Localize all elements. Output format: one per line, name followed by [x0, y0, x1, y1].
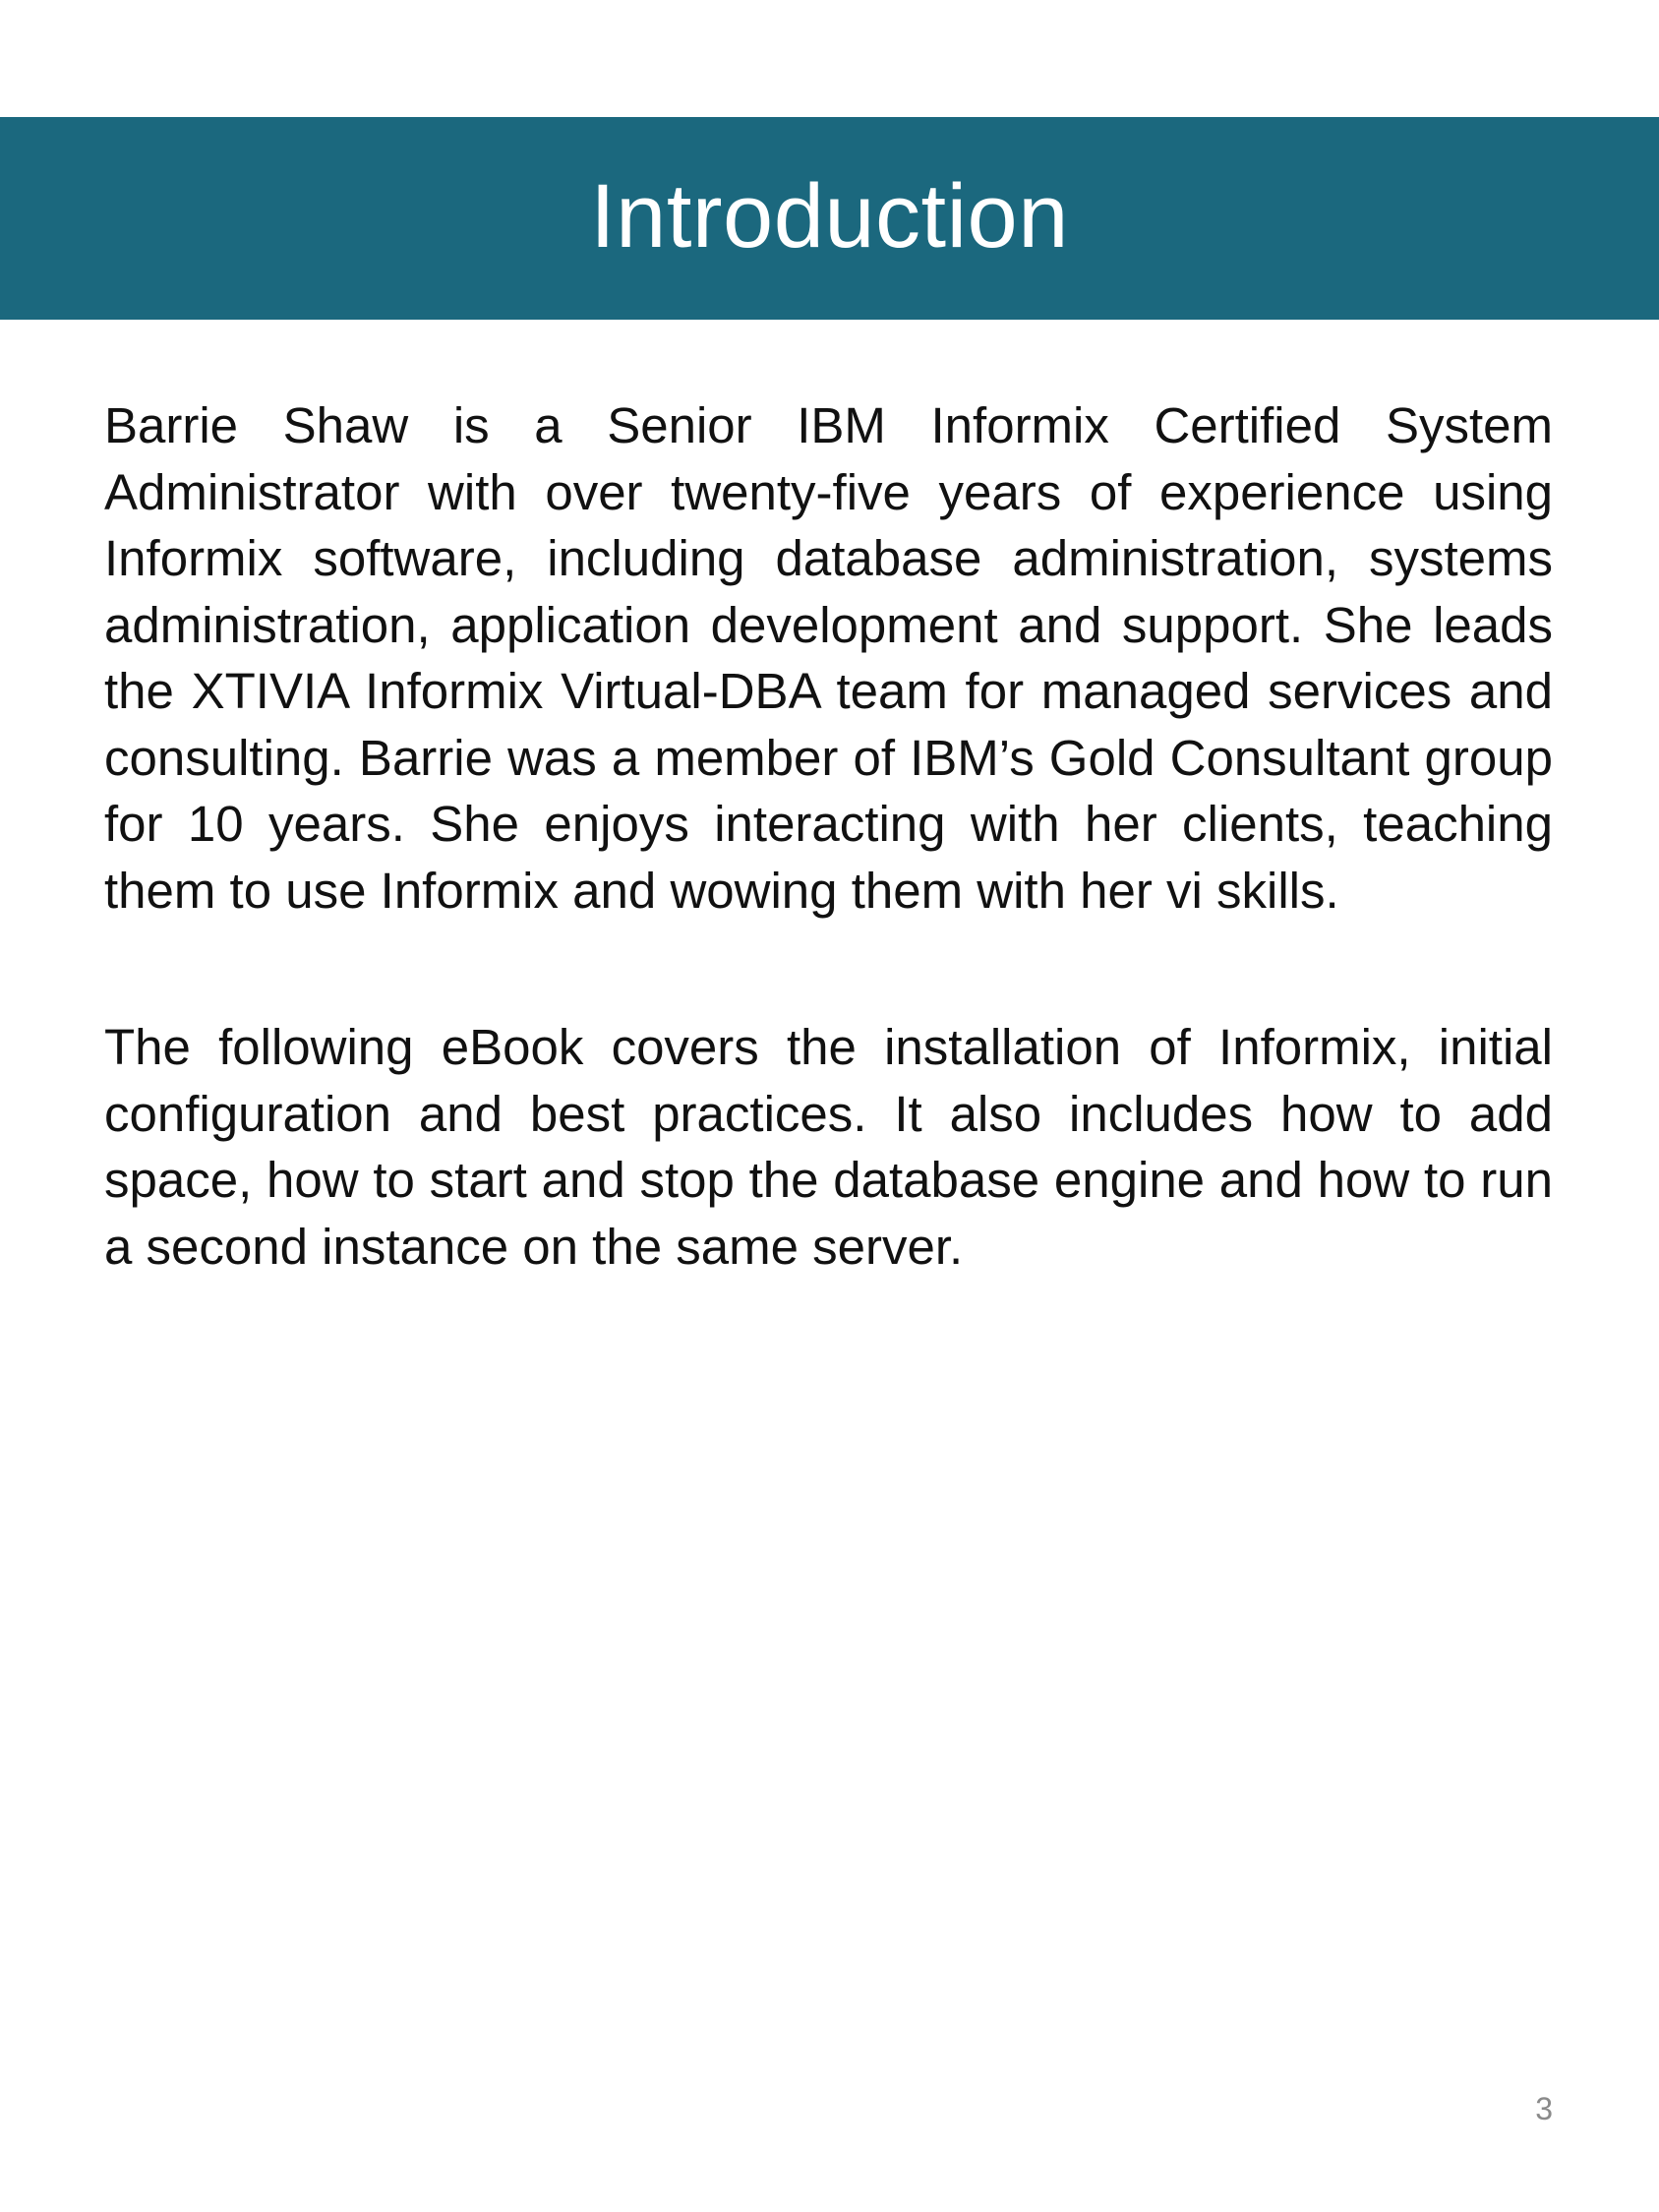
title-banner — [0, 117, 1659, 320]
page-number: 3 — [1535, 2091, 1553, 2126]
body-content — [104, 392, 1553, 1280]
intro-paragraph-author-bio: Barrie Shaw is a Senior IBM Informix Certified System Administrator with over twenty-five years of experience using Informix software, including database administration, systems administration, application development and support. She leads the XTIVIA Informix Virtual-DBA team for managed services and consulting. Barrie was a member of IBM’s Gold Consultant group for 10 years. She enjoys interacting with her clients, teaching them to use Informix and wowing them with her vi skills. — [104, 397, 1553, 919]
intro-paragraph-ebook-overview: The following eBook covers the installation of Informix, initial configuration and best practices. It also includes how to add space, how to start and stop the database engine and how to run a second instance on the same server. — [104, 1019, 1553, 1275]
page-title: Introduction — [590, 166, 1069, 267]
